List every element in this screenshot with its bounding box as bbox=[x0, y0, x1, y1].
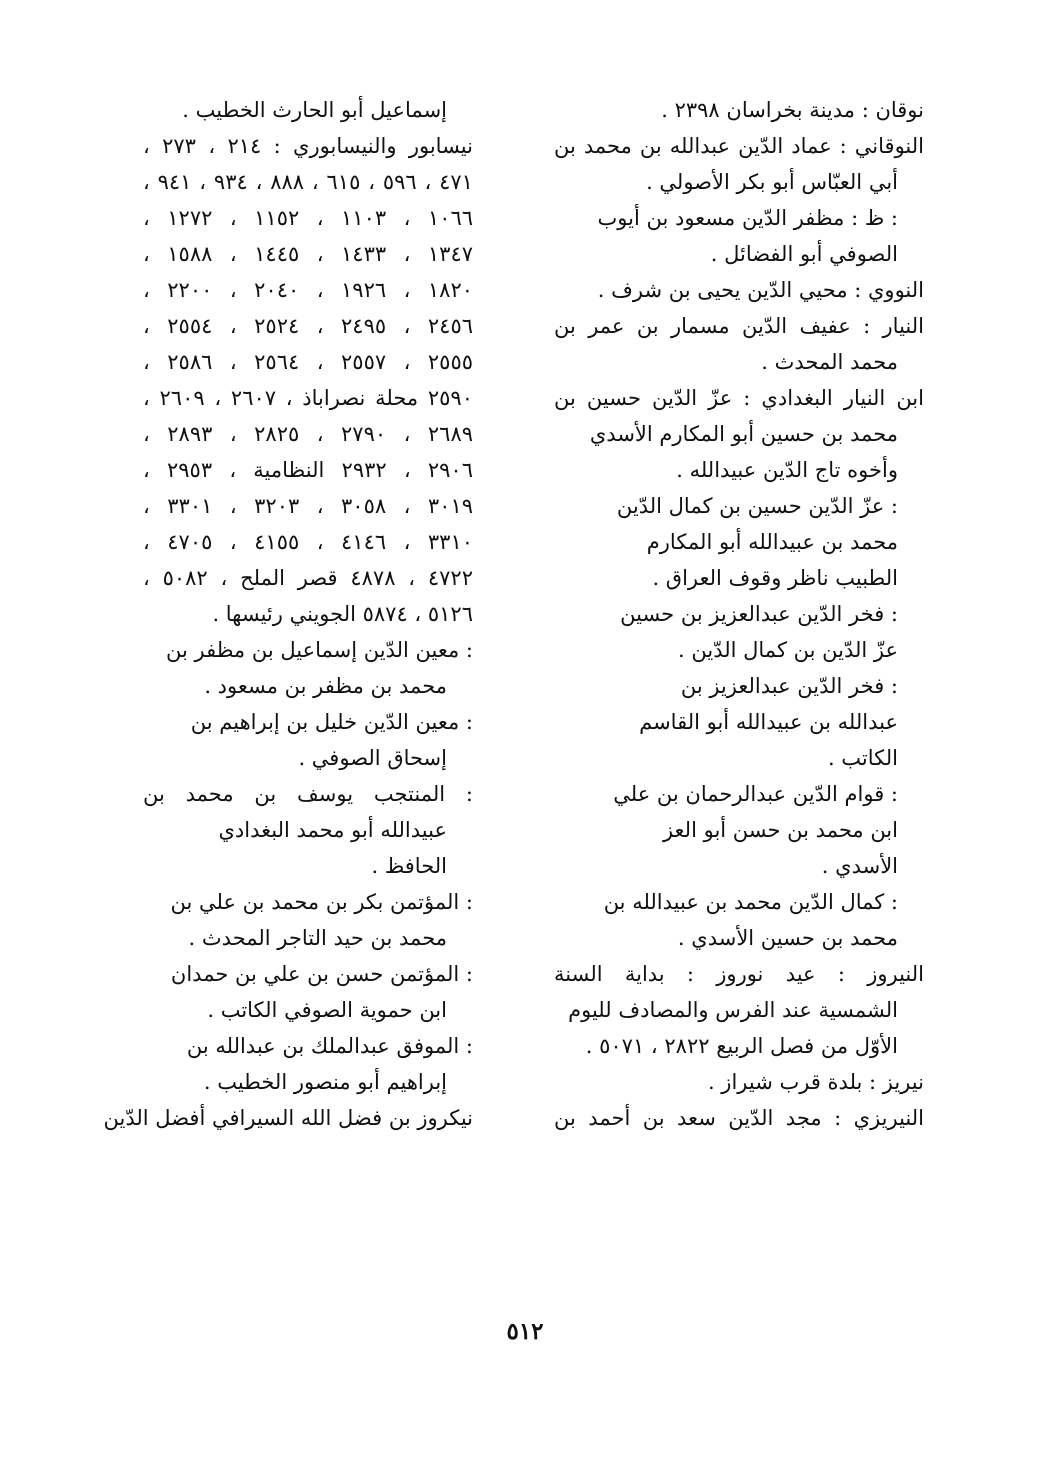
text-line: نيريز : بلدة قرب شيراز . bbox=[707, 1070, 924, 1094]
right-column bbox=[554, 92, 924, 1136]
text-line: نيكروز بن فضل الله السيرافي أفضل الدّين bbox=[103, 1106, 473, 1130]
text-line: وأخوه تاج الدّين عبيدالله . bbox=[676, 458, 898, 482]
text-line: ١٨٢٠ ، ١٩٢٦ ، ٢٠٤٠ ، ٢٢٠٠ ، bbox=[143, 278, 474, 302]
text-line: ٢٥٥٥ ، ٢٥٥٧ ، ٢٥٦٤ ، ٢٥٨٦ ، bbox=[143, 350, 474, 374]
text-line: : كمال الدّين محمد بن عبيدالله بن bbox=[603, 890, 898, 914]
text-line: : عزّ الدّين حسين بن كمال الدّين bbox=[616, 494, 898, 518]
text-line: ابن محمد بن حسن أبو العز bbox=[662, 818, 898, 842]
text-line: النوقاني : عماد الدّين عبدالله بن محمد بن bbox=[554, 134, 924, 158]
text-line: أبي العبّاس أبو بكر الأصولي . bbox=[646, 170, 898, 194]
text-line: : قوام الدّين عبدالرحمان بن علي bbox=[613, 782, 898, 806]
text-line: الأسدي . bbox=[821, 854, 898, 878]
text-line: : الموفق عبدالملك بن عبدالله بن bbox=[186, 1034, 473, 1058]
text-line: عزّ الدّين بن كمال الدّين . bbox=[678, 638, 898, 662]
text-line: محمد بن مظفر بن مسعود . bbox=[204, 674, 447, 698]
text-line: ٢٤٥٦ ، ٢٤٩٥ ، ٢٥٢٤ ، ٢٥٥٤ ، bbox=[143, 314, 474, 338]
text-line: نوقان : مدينة بخراسان ٢٣٩٨ . bbox=[661, 98, 924, 122]
text-line: ٣٣١٠ ، ٤١٤٦ ، ٤١٥٥ ، ٤٧٠٥ ، bbox=[143, 530, 474, 554]
text-line: : المؤتمن بكر بن محمد بن علي بن bbox=[170, 890, 473, 914]
text-line: محمد بن عبيدالله أبو المكارم bbox=[646, 530, 898, 554]
text-line: محمد بن حسين أبو المكارم الأسدي bbox=[589, 422, 898, 446]
text-line: ٢٥٩٠ محلة نصراباذ ، ٢٦٠٧ ، ٢٦٠٩ ، bbox=[143, 386, 473, 410]
text-line: نيسابور والنيسابوري : ٢١٤ ، ٢٧٣ ، bbox=[143, 134, 473, 158]
text-line: النيريزي : مجد الدّين سعد بن أحمد بن bbox=[554, 1106, 924, 1130]
text-line: الحافظ . bbox=[371, 854, 447, 878]
text-line: : فخر الدّين عبدالعزيز بن bbox=[680, 674, 898, 698]
text-line: ٤٧١ ، ٥٩٦ ، ٦١٥ ، ٨٨٨ ، ٩٣٤ ، ٩٤١ ، bbox=[143, 170, 473, 194]
text-line: الكاتب . bbox=[827, 746, 898, 770]
text-line: ابن النيار البغدادي : عزّ الدّين حسين بن bbox=[554, 386, 924, 410]
text-line: ١٣٤٧ ، ١٤٣٣ ، ١٤٤٥ ، ١٥٨٨ ، bbox=[143, 242, 474, 266]
page-number: ٥١٢ bbox=[506, 1318, 544, 1345]
text-line: إسحاق الصوفي . bbox=[298, 746, 447, 770]
text-line: ٢٦٨٩ ، ٢٧٩٠ ، ٢٨٢٥ ، ٢٨٩٣ ، bbox=[143, 422, 474, 446]
text-line: : ظ : مظفر الدّين مسعود بن أيوب bbox=[597, 206, 898, 230]
text-line: الطبيب ناظر وقوف العراق . bbox=[652, 566, 898, 590]
text-line: محمد بن حسين الأسدي . bbox=[677, 926, 898, 950]
text-line: محمد بن حيد التاجر المحدث . bbox=[188, 926, 447, 950]
text-line: إسماعيل أبو الحارث الخطيب . bbox=[182, 98, 447, 122]
text-line: ابن حموية الصوفي الكاتب . bbox=[207, 998, 447, 1022]
text-line: ٥١٢٦ ، ٥٨٧٤ الجويني رئيسها . bbox=[212, 602, 473, 626]
text-line: الأوّل من فصل الربيع ٢٨٢٢ ، ٥٠٧١ . bbox=[585, 1034, 898, 1058]
text-line: الصوفي أبو الفضائل . bbox=[710, 242, 898, 266]
text-line: الشمسية عند الفرس والمصادف لليوم bbox=[568, 998, 898, 1022]
text-line: : المؤتمن حسن بن علي بن حمدان bbox=[170, 962, 473, 986]
text-line: : المنتجب يوسف بن محمد بن bbox=[143, 782, 473, 806]
text-line: عبدالله بن عبيدالله أبو القاسم bbox=[639, 710, 898, 734]
text-line: النيار : عفيف الدّين مسمار بن عمر بن bbox=[554, 314, 924, 338]
text-line: : فخر الدّين عبدالعزيز بن حسين bbox=[620, 602, 898, 626]
left-column bbox=[103, 92, 474, 1136]
text-line: النووي : محيي الدّين يحيى بن شرف . bbox=[597, 278, 924, 302]
text-line: عبيدالله أبو محمد البغدادي bbox=[218, 818, 447, 842]
text-line: : معين الدّين خليل بن إبراهيم بن bbox=[190, 710, 473, 734]
text-line: محمد المحدث . bbox=[761, 350, 898, 374]
text-line: ٤٧٢٢ ، ٤٨٧٨ قصر الملح ، ٥٠٨٢ ، bbox=[143, 566, 473, 590]
text-line: ١٠٦٦ ، ١١٠٣ ، ١١٥٢ ، ١٢٧٢ ، bbox=[143, 206, 474, 230]
text-line: إبراهيم أبو منصور الخطيب . bbox=[203, 1070, 447, 1094]
text-line: : معين الدّين إسماعيل بن مظفر بن bbox=[165, 638, 473, 662]
text-line: النيروز : عيد نوروز : بداية السنة bbox=[554, 962, 924, 986]
text-line: ٢٩٠٦ ، ٢٩٣٢ النظامية ، ٢٩٥٣ ، bbox=[143, 458, 473, 482]
text-line: ٣٠١٩ ، ٣٠٥٨ ، ٣٢٠٣ ، ٣٣٠١ ، bbox=[143, 494, 474, 518]
